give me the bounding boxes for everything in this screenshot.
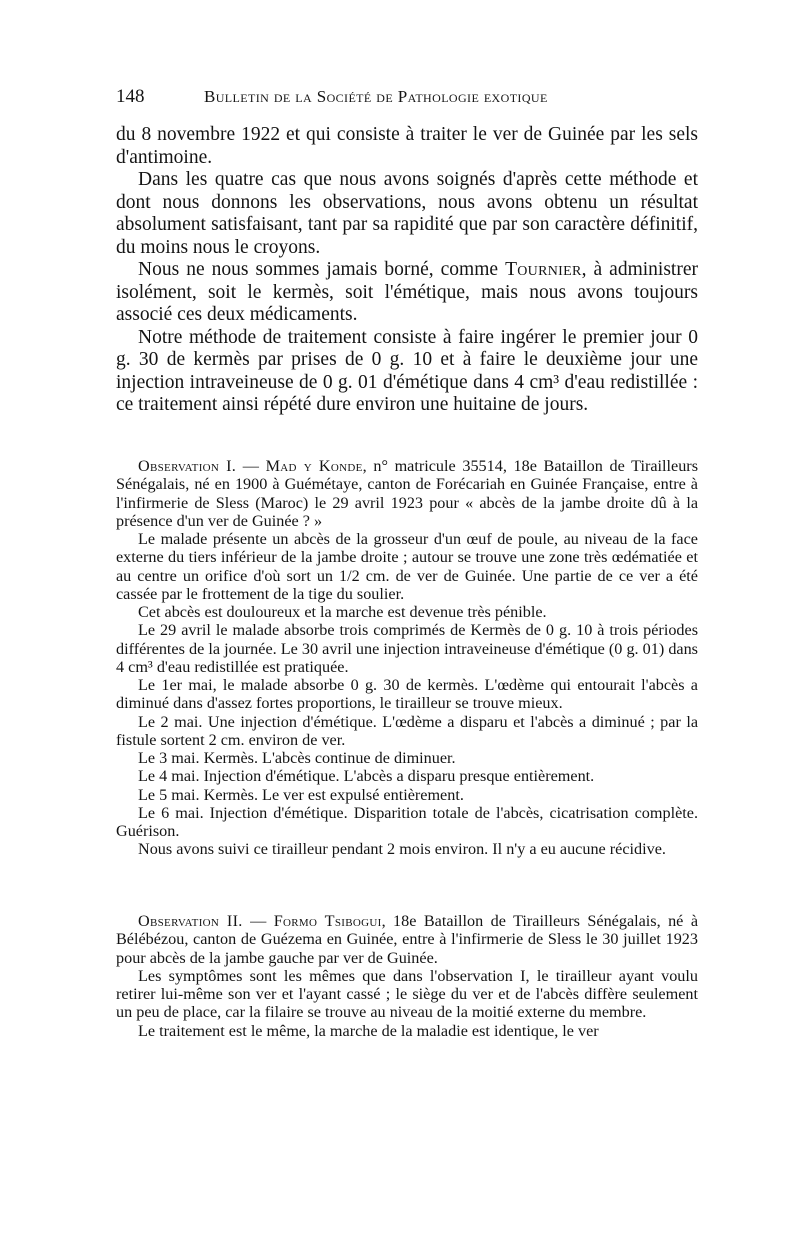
observation-2-dash: — bbox=[242, 912, 274, 930]
observation-1-paragraph-1 bbox=[116, 457, 698, 530]
intro-p3-text-a: Nous ne nous sommes jamais borné, comme bbox=[138, 259, 506, 280]
observation-1-patient-name: Mad y Konde bbox=[265, 457, 363, 475]
running-title: Bulletin de la Société de Pathologie exotique bbox=[204, 87, 548, 106]
page-number: 148 bbox=[116, 86, 145, 107]
observation-1-paragraph-9: Le 5 mai. Kermès. Le ver est expulsé entièrement. bbox=[138, 785, 464, 804]
intro-text bbox=[116, 124, 698, 417]
observation-1-paragraph-2: Le malade présente un abcès de la grosseur d'un œuf de poule, au niveau de la face externe du tiers inférieur de la jambe droite ; autour se trouve une zone très œdématiée et au centre un orifice d'où sort un 1/2 cm. de ver de Guinée. Une partie de ce ver a été cassée par le frottement de la tige du soulier. bbox=[116, 530, 698, 603]
observation-1-paragraph-8: Le 4 mai. Injection d'émétique. L'abcès a disparu presque entièrement. bbox=[138, 767, 595, 786]
intro-paragraph-2: Dans les quatre cas que nous avons soignés d'après cette méthode et dont nous donnons les observations, nous avons obtenu un résultat absolument satisfaisant, tant par sa rapidité que par son caractère définitif, du moins nous le croyons. bbox=[116, 169, 698, 258]
intro-paragraph-3 bbox=[116, 259, 698, 327]
observation-1-paragraph-5: Le 1er mai, le malade absorbe 0 g. 30 de kermès. L'œdème qui entourait l'abcès a diminué dans d'assez fortes proportions, le tirailleur se trouve mieux. bbox=[116, 676, 698, 713]
intro-paragraph-1: du 8 novembre 1922 et qui consiste à traiter le ver de Guinée par les sels d'antimoine. bbox=[116, 124, 698, 168]
observation-1-paragraph-3: Cet abcès est douloureux et la marche est devenue très pénible. bbox=[138, 603, 547, 621]
observation-2 bbox=[116, 912, 698, 1040]
observation-2-patient-name: Formo Tsibogui bbox=[273, 912, 382, 930]
observation-2-text: , 18e Bataillon de Tirailleurs Sénégalais, né à Bélébézou, canton de Guézema en Guinée, entre à l'infirmerie de Sless le 30 juillet 1923 pour abcès de la jambe gauche par ver de Guinée. bbox=[116, 912, 698, 967]
observation-1-paragraph-6: Le 2 mai. Une injection d'émétique. L'œdème a disparu et l'abcès a diminué ; par la fistule sortent 2 cm. environ de ver. bbox=[116, 712, 698, 749]
observation-1-paragraph-4: Le 29 avril le malade absorbe trois comprimés de Kermès de 0 g. 10 à trois périodes différentes de la journée. Le 30 avril une injection intraveineuse d'émétique (0 g. 01) dans 4 cm³ d'eau redistillée est pratiquée. bbox=[116, 621, 698, 676]
observation-1-dash: — bbox=[236, 457, 266, 475]
intro-paragraph-4: Notre méthode de traitement consiste à faire ingérer le premier jour 0 g. 30 de kermès par prises de 0 g. 10 et à faire le deuxième jour une injection intraveineuse de 0 g. 01 d'émétique dans 4 cm³ d'eau redistillée : ce traitement ainsi répété dure environ une huitaine de jours. bbox=[116, 326, 698, 415]
observation-1-paragraph-7: Le 3 mai. Kermès. L'abcès continue de diminuer. bbox=[138, 749, 456, 767]
observation-2-paragraph-3: Le traitement est le même, la marche de la maladie est identique, le ver bbox=[138, 1021, 599, 1040]
observation-2-paragraph-2: Les symptômes sont les mêmes que dans l'observation I, le tirailleur ayant voulu retirer lui-même son ver et l'ayant cassé ; le siège du ver et de l'abcès diffère seulement un peu de place, car la filaire se trouve au niveau de la moitié externe du membre. bbox=[116, 966, 698, 1022]
observation-2-label: Observation II. bbox=[138, 912, 243, 930]
author-name-tournier: Tournier bbox=[505, 259, 582, 280]
observation-2-paragraph-1 bbox=[116, 912, 698, 967]
observation-1-paragraph-10: Le 6 mai. Injection d'émétique. Disparition totale de l'abcès, cicatrisation complète. Guérison. bbox=[116, 803, 698, 840]
page-header bbox=[116, 86, 698, 112]
observation-1-text: , n° matricule 35514, 18e Bataillon de Tirailleurs Sénégalais, né en 1900 à Guémétaye, canton de Forécariah en Guinée Française, entre à l'infirmerie de Sless (Maroc) le 29 avril 1923 pour « abcès de la jambe droite dû à la présence d'un ver de Guinée ? » bbox=[116, 457, 698, 530]
intro-p3-text-b: , à administrer isolément, soit le kermès, soit l'émétique, mais nous avons toujours associé ces deux médicaments. bbox=[116, 259, 698, 325]
observation-1 bbox=[116, 457, 698, 859]
observation-1-label: Observation I. bbox=[138, 457, 237, 475]
observation-1-paragraph-11: Nous avons suivi ce tirailleur pendant 2 mois environ. Il n'y a eu aucune récidive. bbox=[138, 840, 666, 859]
